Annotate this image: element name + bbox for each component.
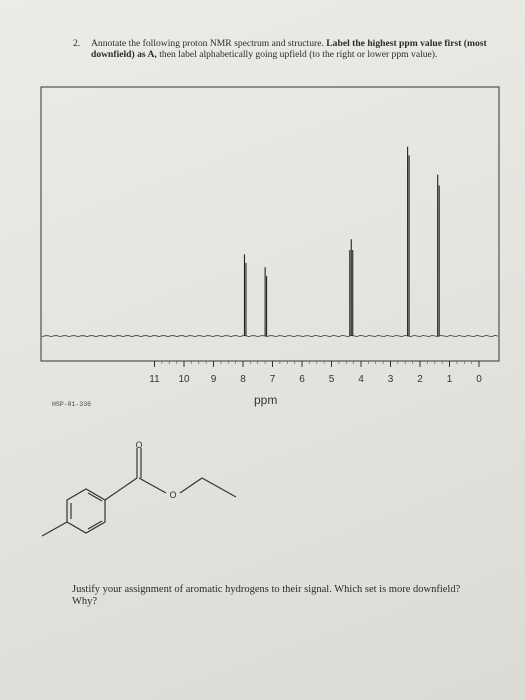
ethyl-p-toluate-structure — [30, 440, 260, 560]
tick-label: 5 — [328, 374, 335, 385]
tick-label: 8 — [240, 374, 246, 385]
ester-bond — [139, 478, 166, 493]
justify-why: Why? — [72, 596, 98, 607]
tick-label: 3 — [387, 374, 394, 385]
question-number: 2. — [73, 38, 81, 49]
nmr-spectrum-svg — [40, 86, 500, 396]
o-ch2-bond — [180, 478, 202, 493]
question-bold-instruction: Label the highest ppm value first (most downfield) as A, — [91, 38, 487, 60]
tick-label: 10 — [178, 374, 190, 385]
spectrum-baseline — [42, 335, 498, 336]
question-2 — [73, 38, 493, 60]
spectrum-code: HSP-01-336 — [52, 401, 92, 408]
spectrum-trace — [42, 147, 498, 337]
justify-question — [72, 584, 512, 608]
tick-label: 6 — [299, 374, 305, 385]
tick-label: 7 — [269, 374, 276, 385]
tick-label: 0 — [476, 374, 482, 385]
carbonyl-oxygen-label: O — [135, 440, 143, 450]
nmr-spectrum — [40, 86, 500, 385]
ppm-axis-ticks — [149, 361, 482, 385]
benzene-ring — [67, 489, 105, 533]
ring-carbonyl-bond — [105, 478, 137, 500]
question-rest: then label alphabetically going upfield (to the right or lower ppm value). — [159, 49, 438, 60]
tick-label: 2 — [417, 374, 423, 385]
question-intro: Annotate the following proton NMR spectrum and structure. — [91, 38, 324, 49]
justify-text: Justify your assignment of aromatic hydrogens to their signal. Which set is more downfield? — [72, 584, 461, 595]
tick-label: 9 — [210, 374, 217, 385]
spectrum-frame — [41, 87, 499, 361]
tick-label: 1 — [446, 374, 453, 385]
methyl-bond — [42, 522, 67, 536]
ppm-axis-label: ppm — [254, 393, 278, 407]
tick-label: 4 — [358, 374, 364, 385]
ch2-ch3-bond — [202, 478, 236, 497]
tick-label: 11 — [149, 374, 160, 385]
ester-oxygen-label: O — [169, 490, 177, 500]
